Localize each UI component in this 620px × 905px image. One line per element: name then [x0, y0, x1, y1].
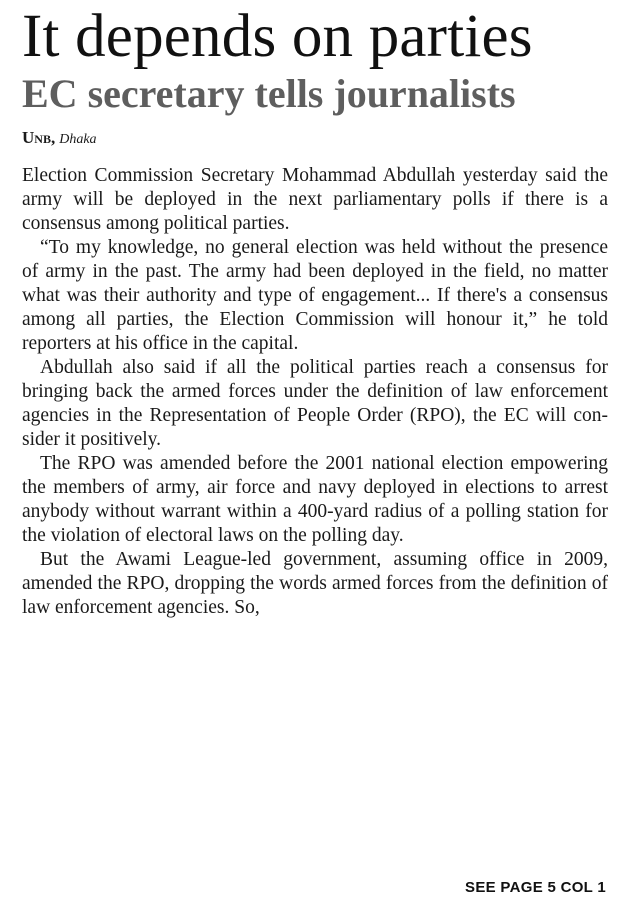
article-body	[22, 164, 608, 620]
byline-agency: Unb,	[22, 128, 56, 147]
news-article	[22, 0, 608, 905]
paragraph: Election Commission Secretary Mohammad Abdullah yesterday said the army will be deployed in the next parliamentary polls if there is a consensus among political parties.	[22, 165, 608, 234]
byline-place: Dhaka	[59, 132, 97, 147]
byline	[22, 128, 608, 150]
paragraph: Abdullah also said if all the political parties reach a consensus for bringing back the armed forces under the definition of law enforcement agencies in the Representation of People Order (RPO), the EC will consider it positively.	[22, 357, 608, 450]
subheadline: EC secretary tells journalists	[22, 71, 516, 116]
continuation-line: SEE PAGE 5 COL 1	[465, 879, 606, 896]
paragraph: “To my knowledge, no general election was held without the presence of army in the past. The army had been deployed in the field, no matter what was their authority and type of engagement... If there's a consensus among all parties, the Election Commission will honour it,” he told reporters at his office in the capital.	[22, 237, 608, 354]
paragraph: The RPO was amended before the 2001 national election empowering the members of army, air force and navy deployed in elections to arrest anybody without warrant within a 400-yard radius of a polling station for the violation of electoral laws on the polling day.	[22, 453, 608, 546]
headline: It depends on parties	[22, 3, 533, 70]
paragraph: But the Awami League-led government, assuming office in 2009, amended the RPO, dropping the words armed forces from the definition of law enforcement agencies. So,	[22, 549, 608, 618]
